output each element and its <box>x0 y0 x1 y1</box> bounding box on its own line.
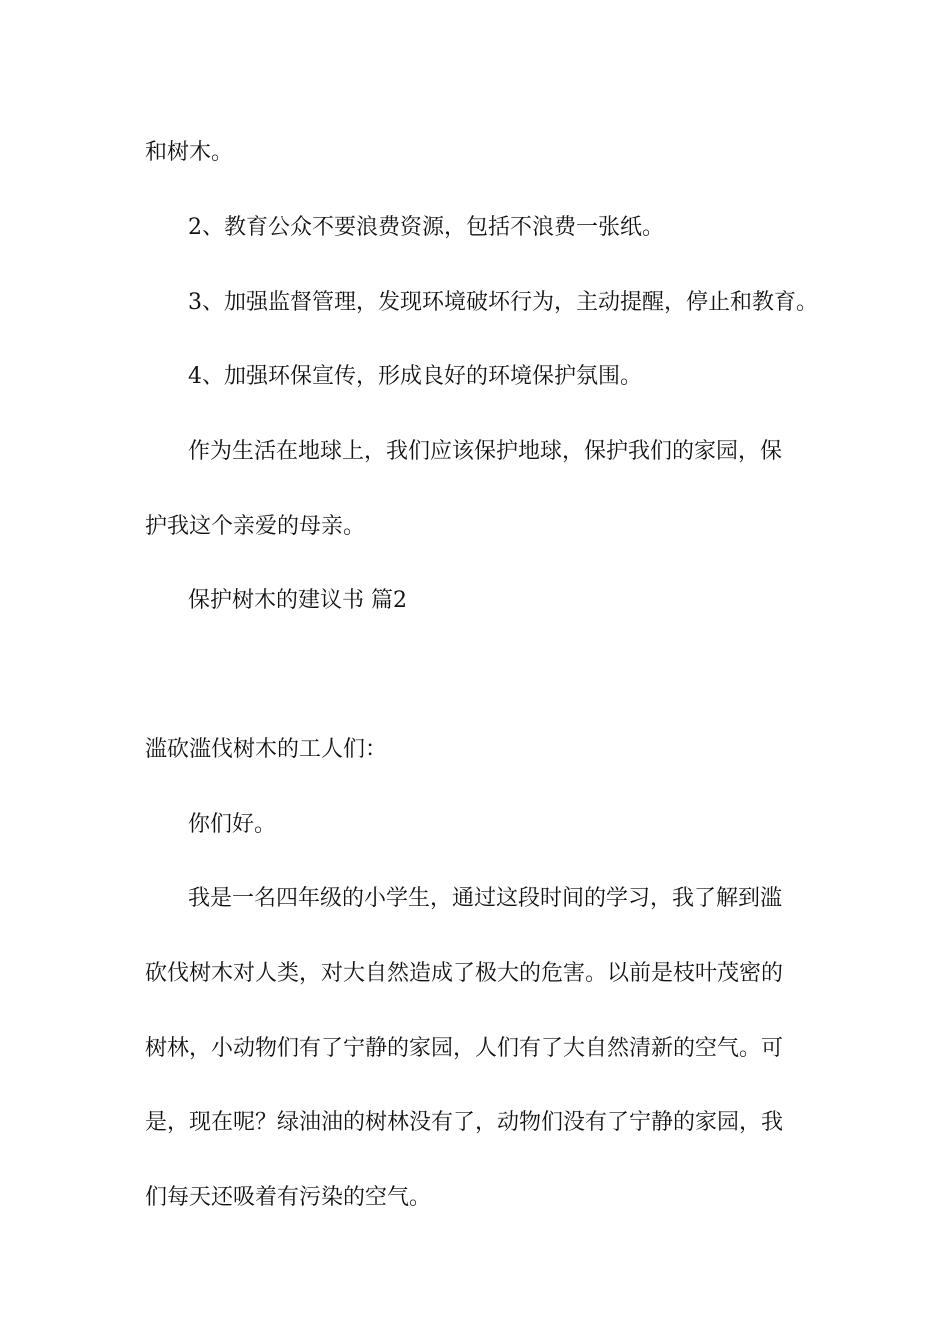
paragraph-line: 是，现在呢？绿油油的树林没有了，动物们没有了宁静的家园，我 <box>145 1110 784 1135</box>
paragraph-line: 护我这个亲爱的母亲。 <box>145 514 366 539</box>
salutation: 滥砍滥伐树木的工人们： <box>145 737 388 762</box>
list-item-3: 3、加强监督管理，发现环境破坏行为，主动提醒，停止和教育。 <box>188 290 818 315</box>
paragraph-line: 和树木。 <box>145 140 234 165</box>
greeting: 你们好。 <box>188 812 277 837</box>
paragraph-line: 作为生活在地球上，我们应该保护地球，保护我们的家园，保 <box>188 439 783 464</box>
paragraph-line: 们每天还吸着有污染的空气。 <box>145 1185 432 1210</box>
list-item-4: 4、加强环保宣传，形成良好的环境保护氛围。 <box>188 364 642 389</box>
list-item-2: 2、教育公众不要浪费资源，包括不浪费一张纸。 <box>188 215 664 240</box>
paragraph-line: 树林，小动物们有了宁静的家园，人们有了大自然清新的空气。可 <box>145 1036 784 1061</box>
paragraph-line: 我是一名四年级的小学生，通过这段时间的学习，我了解到滥 <box>188 886 783 911</box>
section-heading: 保护树木的建议书 篇2 <box>188 588 407 613</box>
paragraph-line: 砍伐树木对人类，对大自然造成了极大的危害。以前是枝叶茂密的 <box>145 961 784 986</box>
